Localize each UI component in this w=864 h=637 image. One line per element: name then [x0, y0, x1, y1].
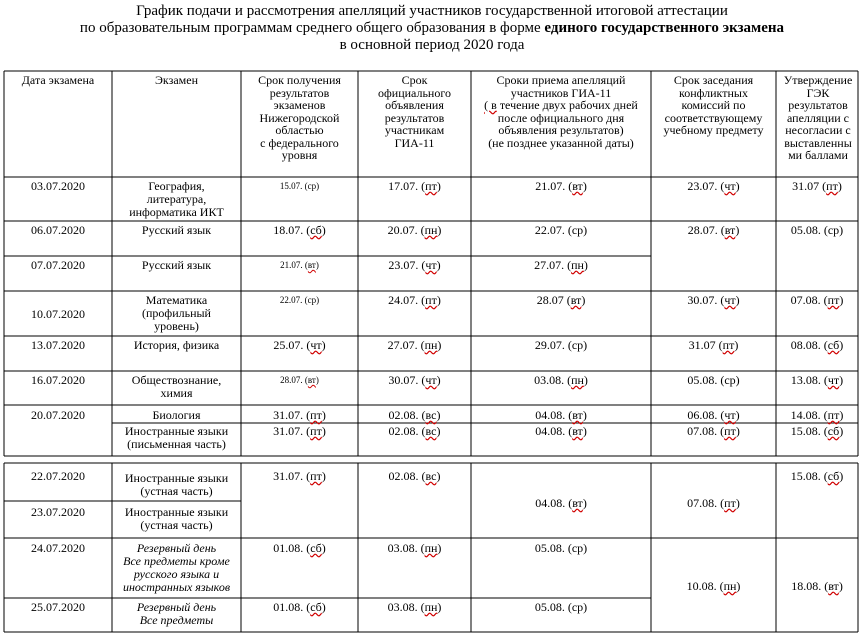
cell-gek: 31.07 (пт): [792, 179, 842, 193]
cell-commission: 05.08. (ср): [687, 373, 740, 387]
date-text: 15.08.: [790, 469, 821, 483]
cell-official: 24.07. (пт): [388, 293, 441, 307]
weekday-text: ср: [724, 373, 736, 387]
date-text: 06.08.: [687, 408, 718, 422]
weekday-text: ср: [571, 600, 584, 614]
cell-exam: [112, 472, 241, 498]
header-results-line: Срок получения: [258, 73, 341, 87]
cell-results: 28.07. (вт): [280, 375, 319, 385]
header-appeal-line: после официального дня: [497, 110, 625, 125]
cell-results: 31.07. (пт): [273, 408, 326, 422]
cell-exam: [112, 425, 241, 451]
cell-commission: 06.08. (чт): [687, 408, 740, 422]
date-text: 05.08.: [534, 541, 565, 555]
header-official-line: официального: [378, 85, 451, 100]
header-gek-line: несогласии с: [785, 123, 851, 137]
weekday-text: вт: [307, 260, 316, 270]
date-text: 05.08.: [790, 223, 821, 237]
weekday-text: пн: [571, 373, 584, 387]
weekday-text: чт: [310, 338, 322, 352]
cell-date: 06.07.2020: [31, 223, 85, 237]
cell-commission: 07.08. (пт): [687, 496, 740, 510]
date-text: 07.08.: [687, 496, 718, 510]
cell-exam-line: (письменная часть): [127, 437, 226, 451]
cell-results: 31.07. (пт): [273, 424, 326, 438]
cell-exam-line: русского языка и: [133, 567, 220, 581]
date-text: 07.08.: [790, 293, 821, 307]
cell-appeal: 05.08. (ср): [534, 541, 588, 555]
date-text: 18.07.: [273, 223, 304, 237]
weekday-text: пт: [425, 179, 437, 193]
cell-commission: 10.08. (пн): [686, 579, 741, 593]
header-appeal-line: объявления результатов): [498, 123, 624, 137]
weekday-text: чт: [724, 293, 736, 307]
title-line-1: График подачи и рассмотрения апелляций участников государственной итоговой аттестации: [136, 3, 728, 19]
header-results-line: Нижегородской: [259, 110, 340, 125]
cell-results: 15.07. (ср): [279, 181, 320, 191]
date-text: 01.08.: [273, 541, 304, 555]
weekday-text: вт: [828, 579, 839, 593]
cell-commission: 31.07 (пт): [688, 338, 739, 352]
weekday-text: вс: [425, 408, 437, 422]
date-text: 13.08.: [790, 373, 821, 387]
date-text: 03.08.: [534, 373, 565, 387]
cell-exam-line: (устная часть): [140, 518, 213, 532]
header-appeal-line: участников ГИА-11: [510, 85, 612, 100]
header-appeal-line-b: течение двух рабочих дней: [496, 98, 638, 112]
date-text: 08.08.: [790, 338, 821, 352]
cell-date: 13.07.2020: [31, 338, 85, 352]
date-text: 27.07.: [387, 338, 418, 352]
weekday-text: вт: [572, 179, 583, 193]
date-text: 23.07.: [388, 258, 419, 272]
weekday-text: ср: [307, 181, 317, 191]
date-text: 31.07: [688, 338, 716, 352]
cell-appeal: 28.07 (вт): [536, 293, 586, 307]
date-text: 14.08.: [790, 408, 821, 422]
cell-exam: [112, 506, 241, 532]
header-commission-line: Срок заседания: [673, 73, 754, 87]
header-appeal-line: (не позднее указанной даты): [488, 135, 634, 150]
date-text: 04.08.: [535, 496, 566, 510]
cell-appeal: 05.08. (ср): [534, 600, 588, 614]
cell-results: 31.07. (пт): [273, 469, 326, 483]
cell-official: 03.08. (пн): [387, 541, 442, 555]
cell-official: 20.07. (пн): [387, 223, 442, 237]
date-text: 29.07.: [534, 338, 565, 352]
header-results-line: с федерального: [260, 135, 339, 150]
weekday-text: чт: [724, 179, 736, 193]
date-text: 30.07.: [388, 373, 419, 387]
cell-appeal: 27.07. (пн): [534, 258, 588, 272]
date-text: 07.08.: [687, 424, 718, 438]
weekday-text: пн: [424, 600, 438, 614]
cell-gek: 07.08. (пт): [790, 293, 844, 307]
weekday-text: пт: [310, 408, 322, 422]
cell-exam-line: химия: [160, 386, 193, 400]
title-line-2-text: по образовательным программам среднего общего образования в форме: [79, 20, 545, 36]
cell-exam: Русский язык: [141, 258, 212, 272]
date-text: 03.08.: [387, 541, 418, 555]
date-text: 24.07.: [388, 293, 419, 307]
weekday-text: пн: [571, 258, 584, 272]
date-text: 04.08.: [535, 424, 566, 438]
weekday-text: пт: [724, 496, 736, 510]
cell-exam-line: литература,: [146, 192, 207, 206]
cell-official: 02.08. (вс): [388, 469, 441, 483]
weekday-text: пт: [310, 424, 322, 438]
cell-appeal: 29.07. (ср): [534, 338, 588, 352]
weekday-text: пн: [424, 338, 438, 352]
cell-date: 22.07.2020: [31, 469, 85, 483]
cell-appeal: 22.07. (ср): [534, 223, 588, 237]
date-text: 15.07.: [279, 181, 303, 191]
header-gek-line: ГЭК: [806, 85, 830, 100]
date-text: 02.08.: [388, 408, 419, 422]
weekday-text: пт: [827, 408, 840, 422]
cell-exam-line: Резервный день: [136, 600, 217, 614]
cell-exam: [112, 294, 241, 333]
cell-commission: 23.07. (чт): [687, 179, 740, 193]
date-text: 28.07: [536, 293, 564, 307]
cell-commission: 28.07. (вт): [687, 223, 740, 237]
cell-results: 25.07. (чт): [273, 338, 326, 352]
date-text: 27.07.: [534, 258, 565, 272]
cell-exam: [112, 180, 241, 219]
header-exam: Экзамен: [154, 73, 198, 87]
date-text: 01.08.: [273, 600, 304, 614]
cell-results: 18.07. (сб): [273, 223, 326, 237]
cell-gek: 15.08. (сб): [790, 469, 844, 483]
cell-exam-line: Все предметы кроме: [123, 554, 230, 568]
cell-results: 22.07. (ср): [279, 295, 320, 305]
cell-exam: [112, 374, 241, 400]
cell-official: 02.08. (вс): [388, 408, 441, 422]
date-text: 05.08.: [687, 373, 718, 387]
cell-exam-line: Обществознание,: [131, 373, 222, 387]
date-text: 28.07.: [687, 223, 718, 237]
header-official-line: участникам: [384, 123, 445, 137]
date-text: 02.08.: [388, 424, 419, 438]
cell-appeal: 21.07. (вт): [535, 179, 587, 193]
cell-commission: 30.07. (чт): [687, 293, 740, 307]
header-appeal-line: Сроки приема апелляций: [496, 73, 626, 87]
cell-exam: Биология: [152, 408, 201, 422]
weekday-text: вс: [425, 469, 437, 483]
cell-date: 03.07.2020: [31, 179, 85, 193]
header-results-received: [241, 74, 358, 162]
cell-gek: 15.08. (сб): [790, 424, 844, 438]
cell-exam-line: (устная часть): [140, 484, 213, 498]
date-text: 15.08.: [790, 424, 821, 438]
weekday-text: пт: [826, 179, 838, 193]
date-text: 22.07.: [534, 223, 565, 237]
cell-exam-line: информатика ИКТ: [129, 205, 224, 219]
weekday-text: пн: [424, 541, 438, 555]
header-commission-line: конфликтных: [679, 85, 748, 100]
cell-date: 07.07.2020: [31, 258, 85, 272]
weekday-text: чт: [425, 373, 437, 387]
header-official-line: объявления: [385, 98, 444, 112]
header-commission-line: соответствующему: [664, 110, 763, 125]
date-text: 21.07.: [280, 260, 303, 270]
date-text: 17.07.: [388, 179, 419, 193]
header-date: Дата экзамена: [21, 73, 95, 87]
weekday-text: ср: [827, 223, 840, 237]
cell-results: 01.08. (сб): [273, 600, 326, 614]
weekday-text: сб: [827, 469, 840, 483]
date-text: 31.07.: [273, 408, 304, 422]
header-commission-line: учебному предмету: [663, 123, 764, 137]
weekday-text: вс: [425, 424, 437, 438]
cell-gek: 13.08. (чт): [790, 373, 844, 387]
header-gek-line: апелляции с: [786, 110, 849, 125]
header-appeal-acceptance: [471, 74, 651, 149]
weekday-text: вт: [570, 293, 582, 307]
cell-gek: 18.08. (вт): [791, 579, 843, 593]
cell-exam-line: иностранных языков: [122, 580, 231, 594]
date-text: 10.08.: [686, 579, 717, 593]
header-results-line: уровня: [281, 148, 318, 162]
cell-gek: 14.08. (пт): [790, 408, 844, 422]
cell-official: 17.07. (пт): [388, 179, 441, 193]
cell-exam-line: Иностранные языки: [124, 505, 229, 519]
date-text: 04.08.: [535, 408, 566, 422]
weekday-text: ср: [571, 541, 584, 555]
cell-date: 23.07.2020: [31, 505, 85, 519]
date-text: 18.08.: [791, 579, 822, 593]
weekday-text: чт: [827, 373, 840, 387]
cell-exam-line: Все предметы: [139, 613, 214, 627]
date-text: 02.08.: [388, 469, 419, 483]
weekday-text: чт: [425, 258, 437, 272]
cell-exam-line: География,: [148, 179, 205, 193]
weekday-text: пт: [724, 424, 736, 438]
header-gek-line: ми баллами: [788, 148, 848, 162]
cell-exam-line: Резервный день: [136, 541, 217, 555]
cell-date: 24.07.2020: [31, 541, 85, 555]
date-text: 22.07.: [279, 295, 303, 305]
cell-results: 01.08. (сб): [273, 541, 326, 555]
title-line-3: в основной период 2020 года: [339, 37, 525, 53]
cell-official: 27.07. (пн): [387, 338, 442, 352]
header-gek-line: выставленны: [784, 135, 852, 150]
cell-official: 02.08. (вс): [388, 424, 441, 438]
cell-date: 10.07.2020: [31, 307, 85, 321]
header-commission-session: [651, 74, 776, 137]
weekday-text: пт: [425, 293, 437, 307]
header-results-line: областью: [275, 123, 324, 137]
cell-official: 30.07. (чт): [388, 373, 441, 387]
date-text: 05.08.: [534, 600, 565, 614]
cell-date: 16.07.2020: [31, 373, 85, 387]
date-text: 31.07: [792, 179, 820, 193]
date-text: 31.07.: [273, 424, 304, 438]
header-gek-line: Утверждение: [783, 73, 853, 87]
cell-exam-line: уровень): [154, 319, 199, 333]
weekday-text: пн: [424, 223, 438, 237]
cell-commission: 07.08. (пт): [687, 424, 740, 438]
header-results-line: экзаменов: [273, 98, 326, 112]
weekday-text: вт: [572, 424, 583, 438]
weekday-text: сб: [310, 541, 322, 555]
header-gek-line: результатов: [788, 98, 848, 112]
cell-exam-line: Иностранные языки: [124, 471, 229, 485]
header-official-announcement: [358, 74, 471, 149]
header-results-line: результатов: [269, 85, 330, 100]
weekday-text: пт: [827, 293, 840, 307]
cell-results: 21.07. (вт): [280, 260, 319, 270]
cell-exam-line: Математика: [145, 293, 208, 307]
weekday-text: сб: [827, 424, 840, 438]
date-text: 28.07.: [280, 375, 303, 385]
weekday-text: пн: [723, 579, 737, 593]
date-text: 21.07.: [535, 179, 566, 193]
header-official-line: результатов: [384, 110, 445, 125]
cell-exam-line: Иностранные языки: [124, 424, 229, 438]
weekday-text: пт: [722, 338, 735, 352]
cell-exam: История, физика: [133, 338, 220, 352]
header-official-line: Срок: [401, 73, 428, 87]
cell-date: 20.07.2020: [31, 408, 85, 422]
cell-date: 25.07.2020: [31, 600, 85, 614]
weekday-text: вт: [307, 375, 316, 385]
cell-exam: Русский язык: [141, 223, 212, 237]
cell-exam: [112, 542, 241, 594]
header-gek-approval: [776, 74, 860, 162]
date-text: 20.07.: [387, 223, 418, 237]
cell-exam-line: (профильный: [142, 306, 211, 320]
cell-appeal: 04.08. (вт): [535, 496, 587, 510]
header-appeal-line: [471, 99, 651, 112]
date-text: 25.07.: [273, 338, 304, 352]
cell-official: 03.08. (пн): [387, 600, 442, 614]
header-commission-line: комиссий по: [681, 98, 746, 112]
header-appeal-line-a: ( в: [484, 98, 497, 112]
date-text: 30.07.: [687, 293, 718, 307]
date-text: 03.08.: [387, 600, 418, 614]
header-official-line: ГИА-11: [394, 135, 435, 150]
cell-appeal: 04.08. (вт): [535, 424, 587, 438]
weekday-text: ср: [571, 223, 584, 237]
cell-appeal: 03.08. (пн): [534, 373, 588, 387]
cell-official: 23.07. (чт): [388, 258, 441, 272]
title-line-2-bold: единого государственного экзамена: [544, 20, 785, 36]
weekday-text: вт: [572, 496, 583, 510]
cell-gek: 05.08. (ср): [790, 223, 844, 237]
cell-gek: 08.08. (сб): [790, 338, 844, 352]
cell-appeal: 04.08. (вт): [535, 408, 587, 422]
weekday-text: вт: [724, 223, 736, 237]
date-text: 23.07.: [687, 179, 718, 193]
date-text: 31.07.: [273, 469, 304, 483]
weekday-text: ср: [571, 338, 584, 352]
cell-exam: [112, 601, 241, 627]
weekday-text: вт: [572, 408, 583, 422]
weekday-text: сб: [827, 338, 840, 352]
weekday-text: чт: [724, 408, 736, 422]
weekday-text: сб: [310, 600, 322, 614]
weekday-text: пт: [310, 469, 322, 483]
weekday-text: ср: [307, 295, 317, 305]
weekday-text: сб: [310, 223, 322, 237]
